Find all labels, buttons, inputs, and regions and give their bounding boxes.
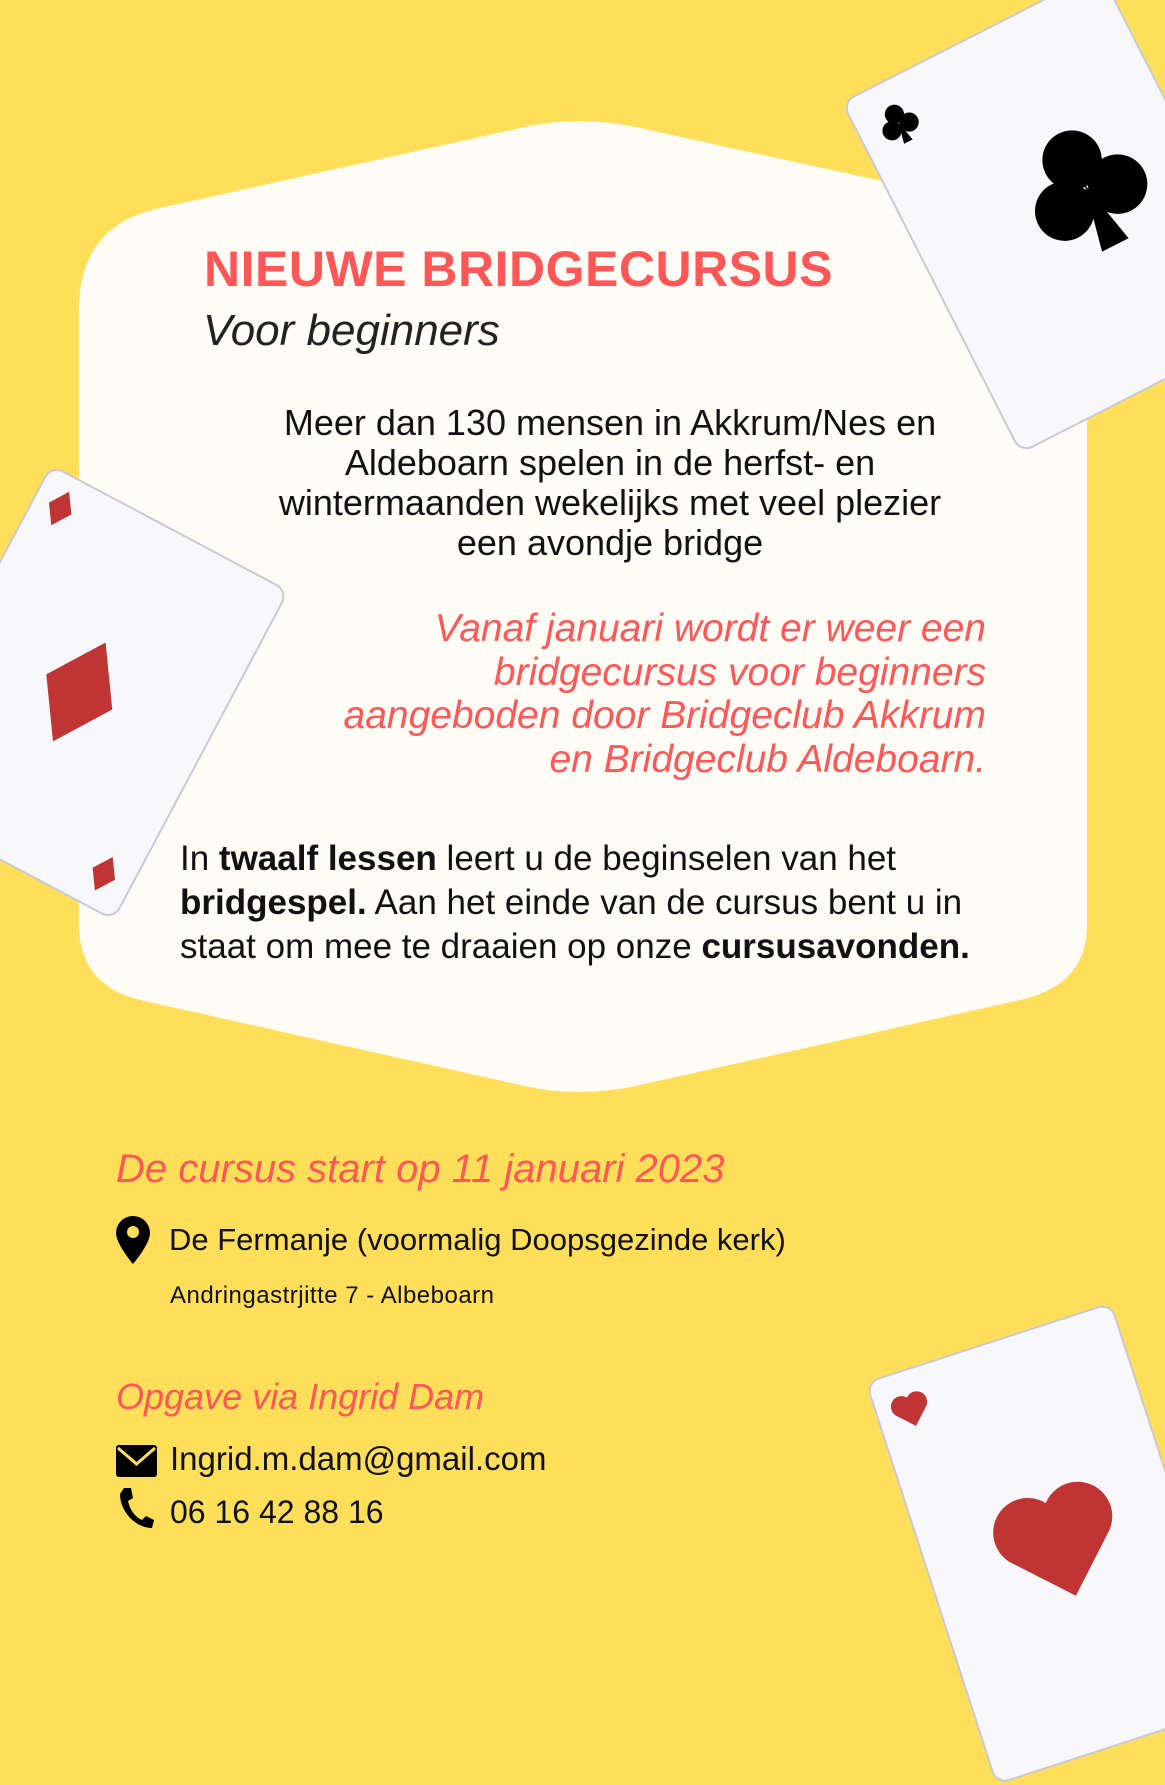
- location-pin-icon: [116, 1216, 150, 1264]
- lessons-paragraph: [180, 837, 970, 969]
- text: In: [180, 839, 219, 878]
- emphasis: twaalf lessen: [218, 839, 437, 878]
- start-date-heading: De cursus start op 11 januari 2023: [116, 1147, 725, 1191]
- envelope-icon: [116, 1445, 157, 1477]
- text: leert u de beginselen van het: [436, 839, 897, 878]
- club-icon: [1001, 101, 1165, 274]
- intro-paragraph: [180, 403, 1040, 563]
- intro-line: Meer dan 130 mensen in Akkrum/Nes en: [283, 402, 937, 443]
- intro-line: wintermaanden wekelijks met veel plezier: [278, 482, 942, 523]
- contact-email[interactable]: Ingrid.m.dam@gmail.com: [170, 1440, 547, 1477]
- diamond-icon: [40, 486, 81, 532]
- heart-icon: [887, 1386, 934, 1432]
- club-icon: [871, 95, 926, 151]
- promo-line: en Bridgeclub Aldeboarn.: [549, 737, 986, 781]
- heart-icon: [980, 1466, 1135, 1617]
- promo-paragraph: [344, 607, 986, 781]
- page-title: NIEUWE BRIDGECURSUS: [204, 241, 833, 297]
- promo-line: Vanaf januari wordt er weer een: [434, 607, 986, 650]
- promo-line: bridgecursus voor beginners: [493, 650, 986, 694]
- intro-line: Aldeboarn spelen in de herfst- en: [344, 442, 876, 483]
- venue-name: De Fermanje (voormalig Doopsgezinde kerk): [169, 1222, 786, 1257]
- promo-line: aangeboden door Bridgeclub Akkrum: [343, 694, 986, 737]
- diamond-icon: [18, 624, 141, 760]
- emphasis: bridgespel.: [180, 883, 367, 922]
- contact-phone[interactable]: 06 16 42 88 16: [170, 1494, 384, 1530]
- phone-icon: [118, 1486, 156, 1530]
- diamond-icon: [83, 851, 124, 897]
- emphasis: cursusavonden.: [701, 927, 970, 966]
- text: Aan het einde van de cursus bent u in: [366, 883, 963, 922]
- venue-address: Andringastrjitte 7 - Albeboarn: [170, 1282, 495, 1309]
- page-subtitle: Voor beginners: [203, 306, 500, 355]
- text: staat om mee te draaien op onze: [180, 927, 702, 966]
- contact-heading: Opgave via Ingrid Dam: [116, 1376, 485, 1417]
- intro-line: een avondje bridge: [456, 522, 764, 563]
